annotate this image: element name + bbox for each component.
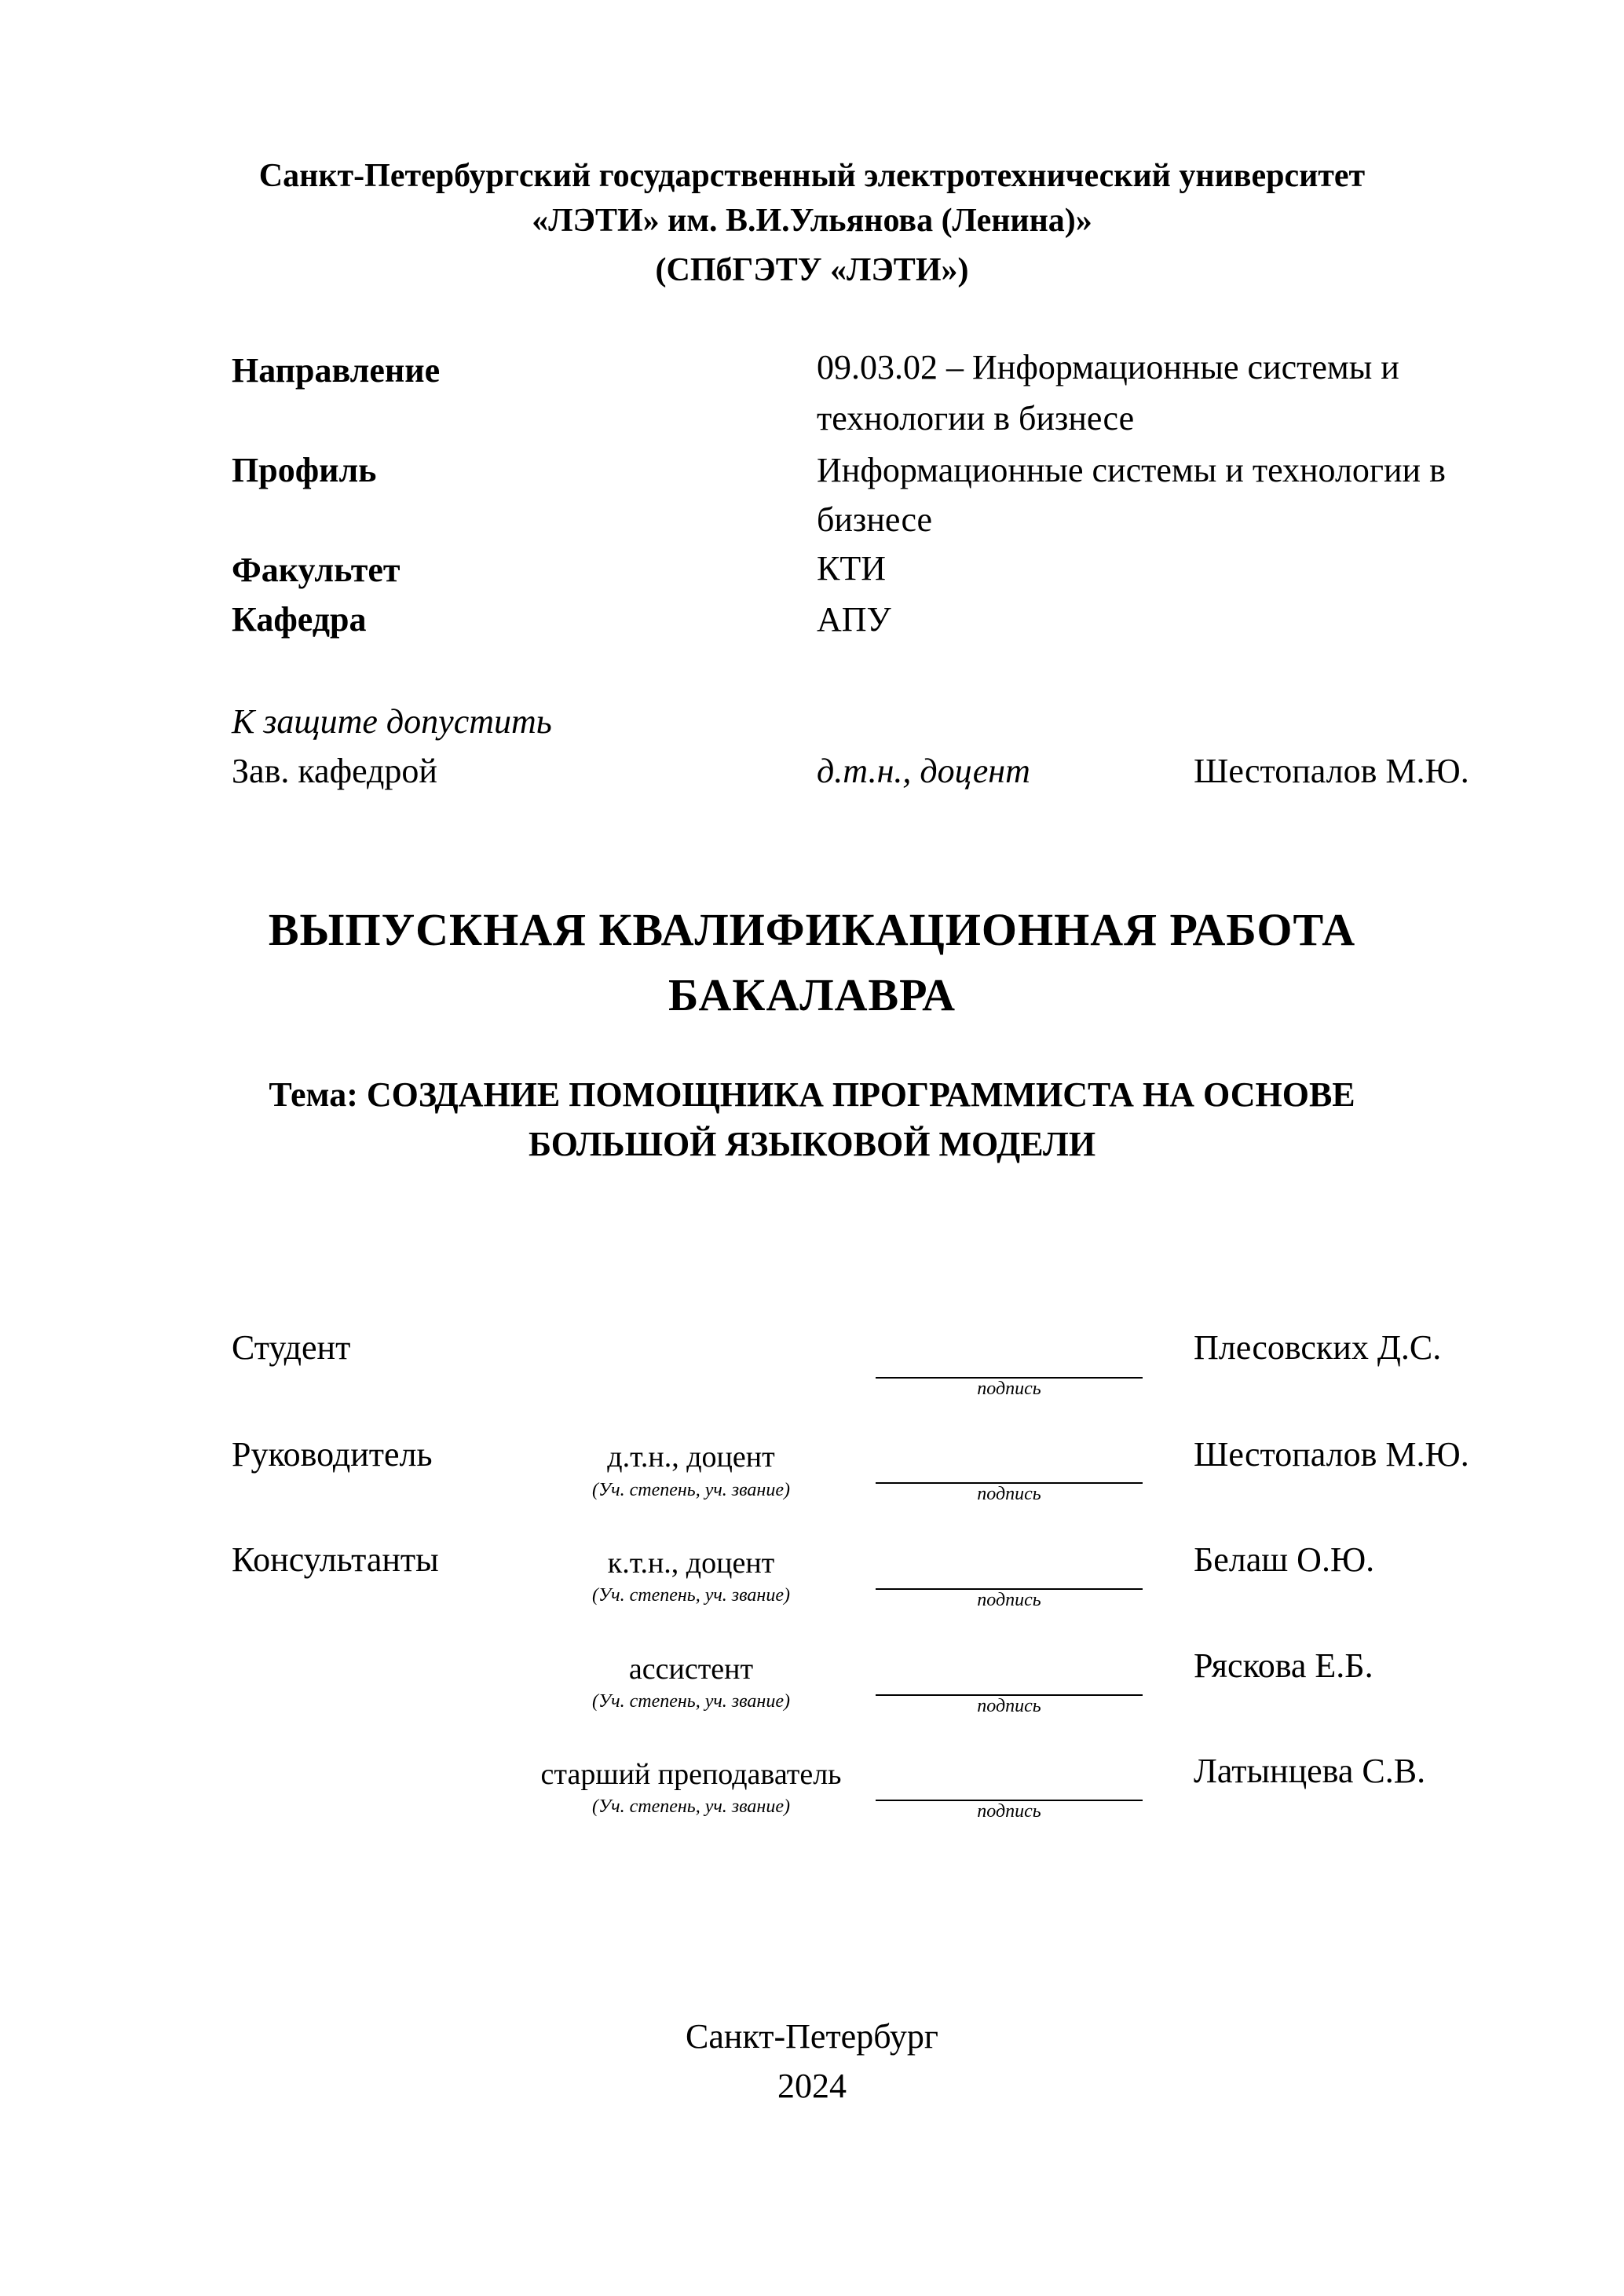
department-label: Кафедра — [232, 600, 367, 639]
consultant2-rank-caption: (Уч. степень, уч. звание) — [592, 1691, 790, 1712]
consultant2-rank: ассистент — [628, 1653, 754, 1686]
consultant1-name: Белаш О.Ю. — [1194, 1540, 1375, 1579]
faculty-label: Факультет — [232, 551, 401, 589]
profile-label: Профиль — [232, 451, 377, 489]
consultant2-name: Ряскова Е.Б. — [1194, 1646, 1373, 1685]
topic-line2: БОЛЬШОЙ ЯЗЫКОВОЙ МОДЕЛИ — [528, 1125, 1096, 1163]
university-name-line1: Санкт-Петербургский государственный электротехнический университет — [258, 158, 1366, 194]
permit-to-defense: К защите допустить — [232, 702, 552, 741]
profile-value-line2: бизнесе — [817, 500, 933, 539]
direction-label: Направление — [232, 351, 441, 390]
supervisor-rank: д.т.н., доцент — [607, 1441, 775, 1474]
university-abbreviation: (СПбГЭТУ «ЛЭТИ») — [655, 252, 969, 288]
supervisor-rank-caption: (Уч. степень, уч. звание) — [592, 1480, 790, 1500]
profile-value-line1: Информационные системы и технологии в — [817, 451, 1446, 489]
city: Санкт-Петербург — [686, 2017, 938, 2056]
university-name-line2: «ЛЭТИ» им. В.И.Ульянова (Ленина)» — [532, 203, 1092, 239]
head-of-department-rank: д.т.н., доцент — [817, 752, 1030, 790]
consultant3-rank-caption: (Уч. степень, уч. звание) — [592, 1796, 790, 1817]
consultant1-rank-caption: (Уч. степень, уч. звание) — [592, 1585, 790, 1606]
supervisor-name: Шестопалов М.Ю. — [1194, 1435, 1469, 1474]
work-title-line2: БАКАЛАВРА — [668, 969, 956, 1020]
student-signature-caption: подпись — [977, 1379, 1041, 1399]
student-name: Плесовских Д.С. — [1194, 1328, 1442, 1367]
year: 2024 — [777, 2067, 847, 2105]
consultant2-signature-caption: подпись — [977, 1696, 1041, 1716]
direction-value-line2: технологии в бизнесе — [817, 399, 1135, 438]
consultant3-rank: старший преподаватель — [540, 1758, 842, 1791]
head-of-department-name: Шестопалов М.Ю. — [1194, 752, 1469, 790]
topic-line1: Тема: СОЗДАНИЕ ПОМОЩНИКА ПРОГРАММИСТА НА ОСНОВЕ — [269, 1075, 1355, 1114]
consultants-label: Консультанты — [232, 1540, 439, 1579]
work-title-line1: ВЫПУСКНАЯ КВАЛИФИКАЦИОННАЯ РАБОТА — [268, 904, 1356, 955]
consultant1-signature-caption: подпись — [977, 1590, 1041, 1610]
head-of-department-label: Зав. кафедрой — [232, 752, 437, 790]
consultant1-rank: к.т.н., доцент — [607, 1547, 775, 1580]
faculty-value: КТИ — [817, 549, 886, 588]
supervisor-label: Руководитель — [232, 1435, 433, 1474]
direction-value-line1: 09.03.02 – Информационные системы и — [817, 348, 1399, 386]
department-value: АПУ — [817, 600, 891, 639]
consultant3-signature-caption: подпись — [977, 1801, 1041, 1822]
student-label: Студент — [232, 1328, 351, 1367]
supervisor-signature-caption: подпись — [977, 1484, 1041, 1504]
consultant3-name: Латынцева С.В. — [1194, 1752, 1426, 1790]
